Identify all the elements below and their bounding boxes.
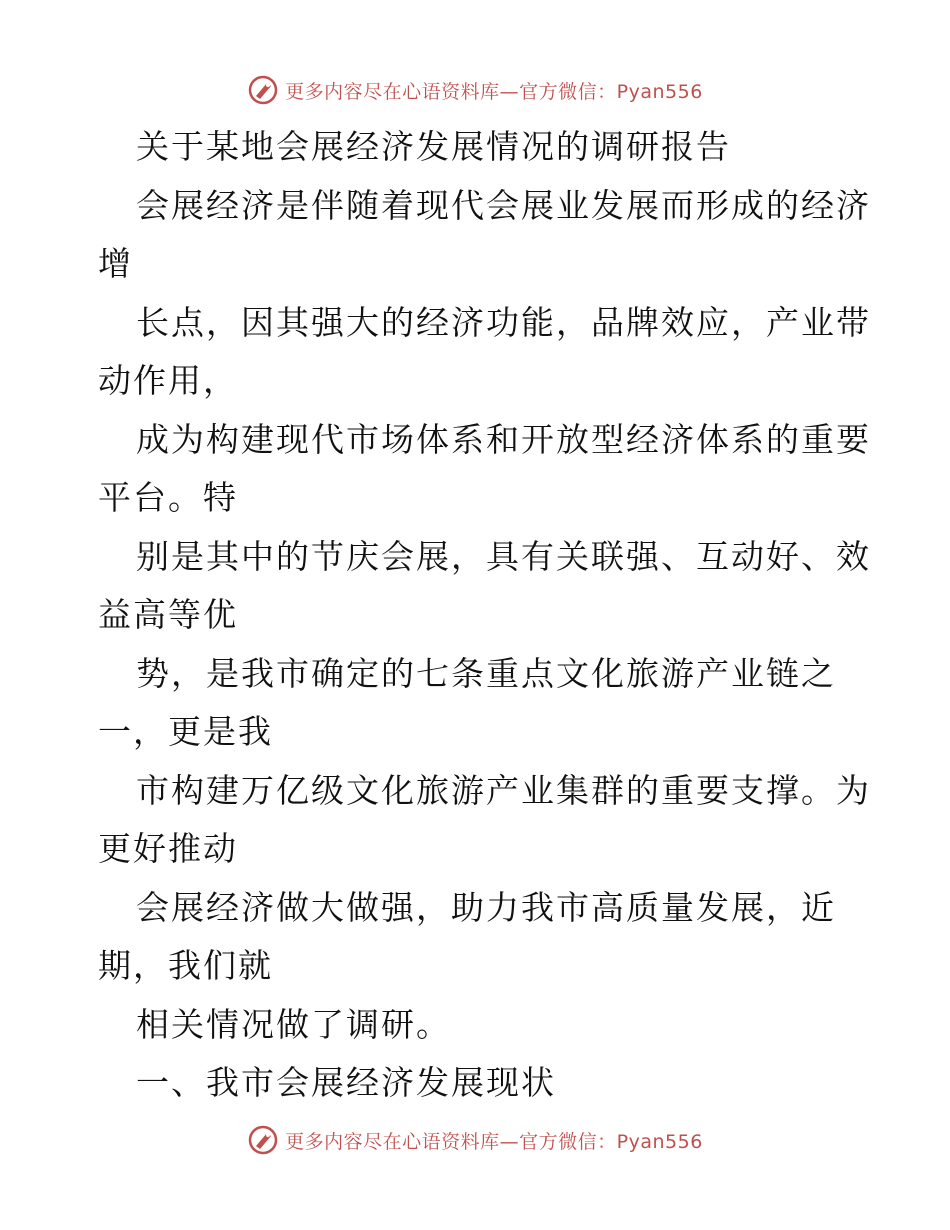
- text-line: 更好推动: [98, 829, 238, 868]
- text-line: 相关情况做了调研。: [136, 1004, 451, 1044]
- text-line: 动作用，: [98, 361, 238, 400]
- text-line: 一，更是我: [98, 712, 273, 751]
- circular-pen-logo-icon: [247, 74, 279, 106]
- text-line: 平台。特: [98, 478, 238, 517]
- text-line: 势，是我市确定的七条重点文化旅游产业链之: [136, 653, 836, 693]
- text-line: 成为构建现代市场体系和开放型经济体系的重要: [136, 419, 871, 459]
- text-line: 期，我们就: [98, 946, 273, 985]
- text-line: 会展经济是伴随着现代会展业发展而形成的经济: [136, 185, 871, 225]
- text-line: 益高等优: [98, 595, 238, 634]
- watermark-text: 更多内容尽在心语资料库—官方微信：Pyan556: [285, 80, 703, 103]
- text-line: 别是其中的节庆会展，具有关联强、互动好、效: [136, 536, 871, 576]
- text-line: 长点，因其强大的经济功能，品牌效应，产业带: [136, 302, 871, 342]
- document-body: [98, 118, 871, 1113]
- footer-watermark: [0, 1120, 950, 1160]
- text-line: 市构建万亿级文化旅游产业集群的重要支撑。为: [136, 770, 871, 810]
- text-line: 关于某地会展经济发展情况的调研报告: [136, 127, 731, 166]
- text-line: 会展经济做大做强，助力我市高质量发展，近: [136, 887, 836, 927]
- watermark-text: 更多内容尽在心语资料库—官方微信：Pyan556: [285, 1130, 703, 1153]
- circular-pen-logo-icon: [247, 1124, 279, 1156]
- text-line: 增: [98, 244, 133, 283]
- text-line: 一、我市会展经济发展现状: [136, 1063, 556, 1102]
- header-watermark: [0, 70, 950, 110]
